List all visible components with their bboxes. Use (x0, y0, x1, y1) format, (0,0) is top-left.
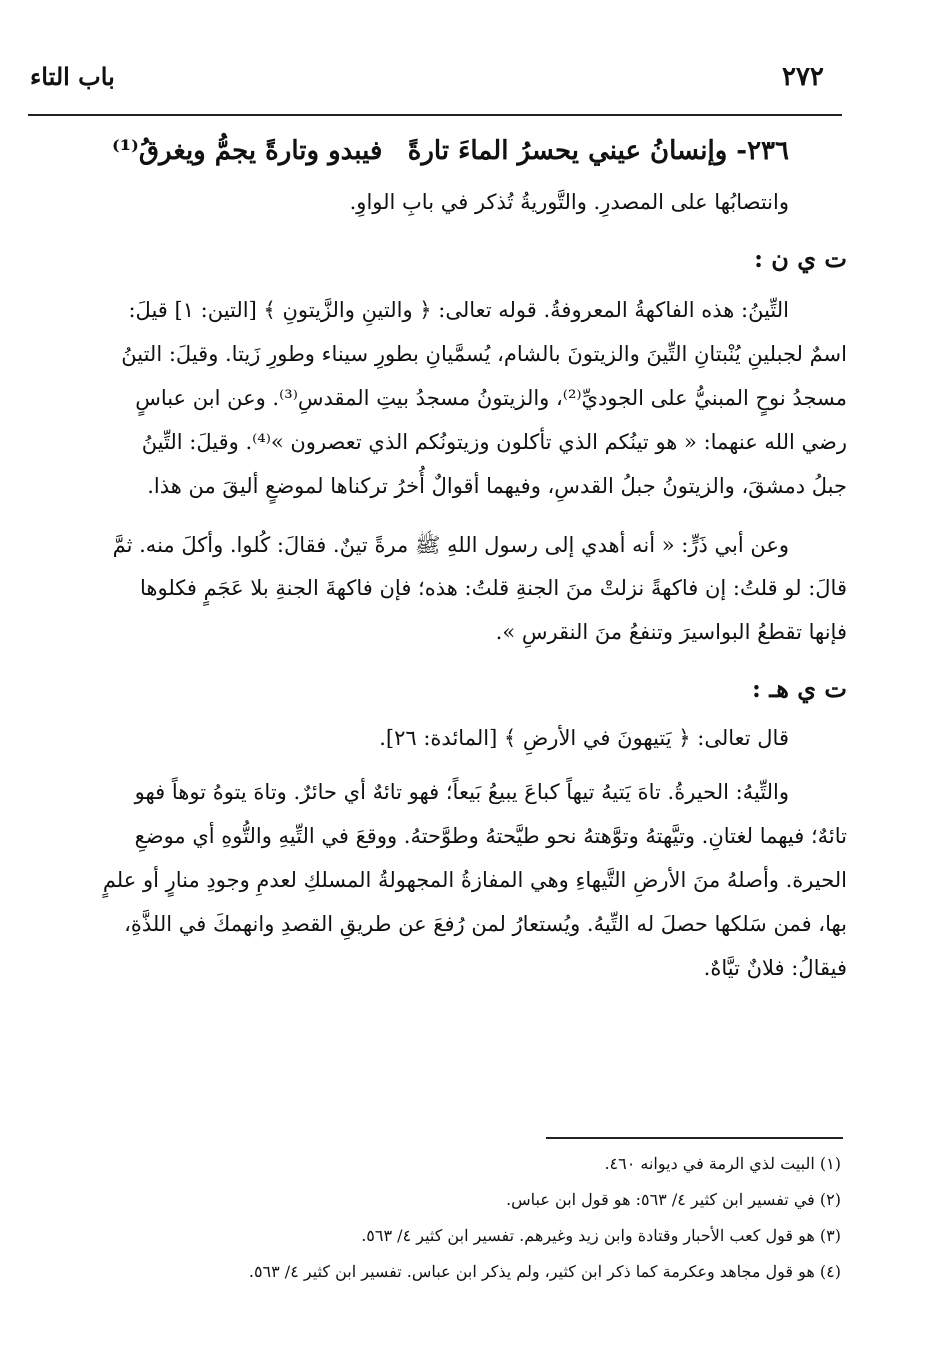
paragraph-line: التِّينُ: هذه الفاكهةُ المعروفةُ. قوله تعالى: ﴿ والتينِ والزَّيتونِ ﴾ [التين: ١] قيلَ: (128, 298, 789, 322)
footnote: (٢) في تفسير ابن كثير ٤/ ٥٦٣: هو قول ابن عباس. (506, 1190, 841, 1209)
section-heading: ت ي هـ : (752, 674, 847, 703)
header-rule (28, 114, 842, 116)
paragraph-line: فإنها تقطعُ البواسيرَ وتنفعُ منَ النقرسِ ». (495, 620, 847, 644)
paragraph-line: وعن أبي ذَرٍّ: « أنه أهدي إلى رسول اللهِ ﷺ مرةً تينٌ. فقالَ: كُلوا. وأكلَ منه. ثمَّ (112, 533, 789, 557)
footnote: (١) البيت لذي الرمة في ديوانه ٤٦٠. (604, 1154, 841, 1173)
paragraph-line: جبلُ دمشقَ، والزيتونُ جبلُ القدسِ، وفيهما أقوالٌ أُخرُ تركناها لموضعٍ أليقَ من هذا. (147, 474, 847, 498)
footnote-rule (546, 1137, 843, 1139)
paragraph-line: قال تعالى: ﴿ يَتيهونَ في الأرضِ ﴾ [المائدة: ٢٦]. (379, 726, 789, 750)
chapter-title: باب التاء (30, 62, 115, 91)
paragraph-line: مسجدُ نوحٍ المبنيُّ على الجوديِّ⁽²⁾، والزيتونُ مسجدُ بيتِ المقدسِ⁽³⁾. وعن ابن عباسٍ (135, 386, 847, 410)
paragraph-line: الحيرة. وأصلهُ منَ الأرضِ التَّيهاءِ وهي المفازةُ المجهولةُ المسلكِ لعدمِ وجودِ منارٍ أو علمٍ (102, 868, 847, 892)
paragraph-line: رضي الله عنهما: « هو تينُكم الذي تأكلون وزيتونُكم الذي تعصرون »⁽⁴⁾. وقيلَ: التِّينُ (141, 430, 847, 454)
paragraph-line: والتِّيهُ: الحيرةُ. تاهَ يَتيهُ تيهاً كباعَ يبيعُ بَيعاً؛ فهو تائهٌ أي حائرٌ. وتاهَ يتوهُ توهاً فهو (134, 780, 789, 804)
paragraph-line: بها، فمن سَلكها حصلَ له التِّيهُ. ويُستعارُ لمن رُفعَ عن طريقِ القصدِ وانهمكَ في اللذَّةِ، (124, 912, 847, 936)
paragraph-line: تائهٌ؛ فيهما لغتانِ. وتيَّهتهُ وتوَّهتهُ نحو طيَّحتهُ وطوَّحتهُ. ووقعَ في التِّيهِ والتُّوهِ أي موضعِ (134, 824, 847, 848)
verse-first-hemistich: ٢٣٦- وإنسانُ عيني يحسرُ الماءَ تارةً (407, 136, 789, 166)
page-number: ٢٧٢ (782, 62, 824, 92)
paragraph-line: فيقالُ: فلانٌ تيَّاهٌ. (703, 956, 847, 980)
paragraph-line: وانتصابُها على المصدرِ. والتَّوريةُ تُذكر في بابِ الواوِ. (349, 190, 789, 214)
verse-second-hemistich: فيبدو وتارةً يجمُّ ويغرقُ⁽¹⁾ (112, 136, 383, 166)
paragraph-line: قالَ: لو قلتُ: إن فاكهةً نزلتْ منَ الجنةِ قلتُ: هذه؛ فإن فاكهةَ الجنةِ بلا عَجَمٍ فكلوها (140, 576, 847, 600)
section-heading: ت ي ن : (754, 244, 847, 273)
footnote: (٣) هو قول كعب الأحبار وقتادة وابن زيد وغيرهم. تفسير ابن كثير ٤/ ٥٦٣. (361, 1226, 841, 1245)
paragraph-line: اسمٌ لجبلينِ يُنْبتانِ التِّينَ والزيتونَ بالشام، يُسمَّيانِ بطورِ سيناء وطورِ زَيتا. وقيلَ: التينُ (121, 342, 847, 366)
footnote: (٤) هو قول مجاهد وعكرمة كما ذكر ابن كثير، ولم يذكر ابن عباس. تفسير ابن كثير ٤/ ٥٦٣. (248, 1262, 841, 1281)
